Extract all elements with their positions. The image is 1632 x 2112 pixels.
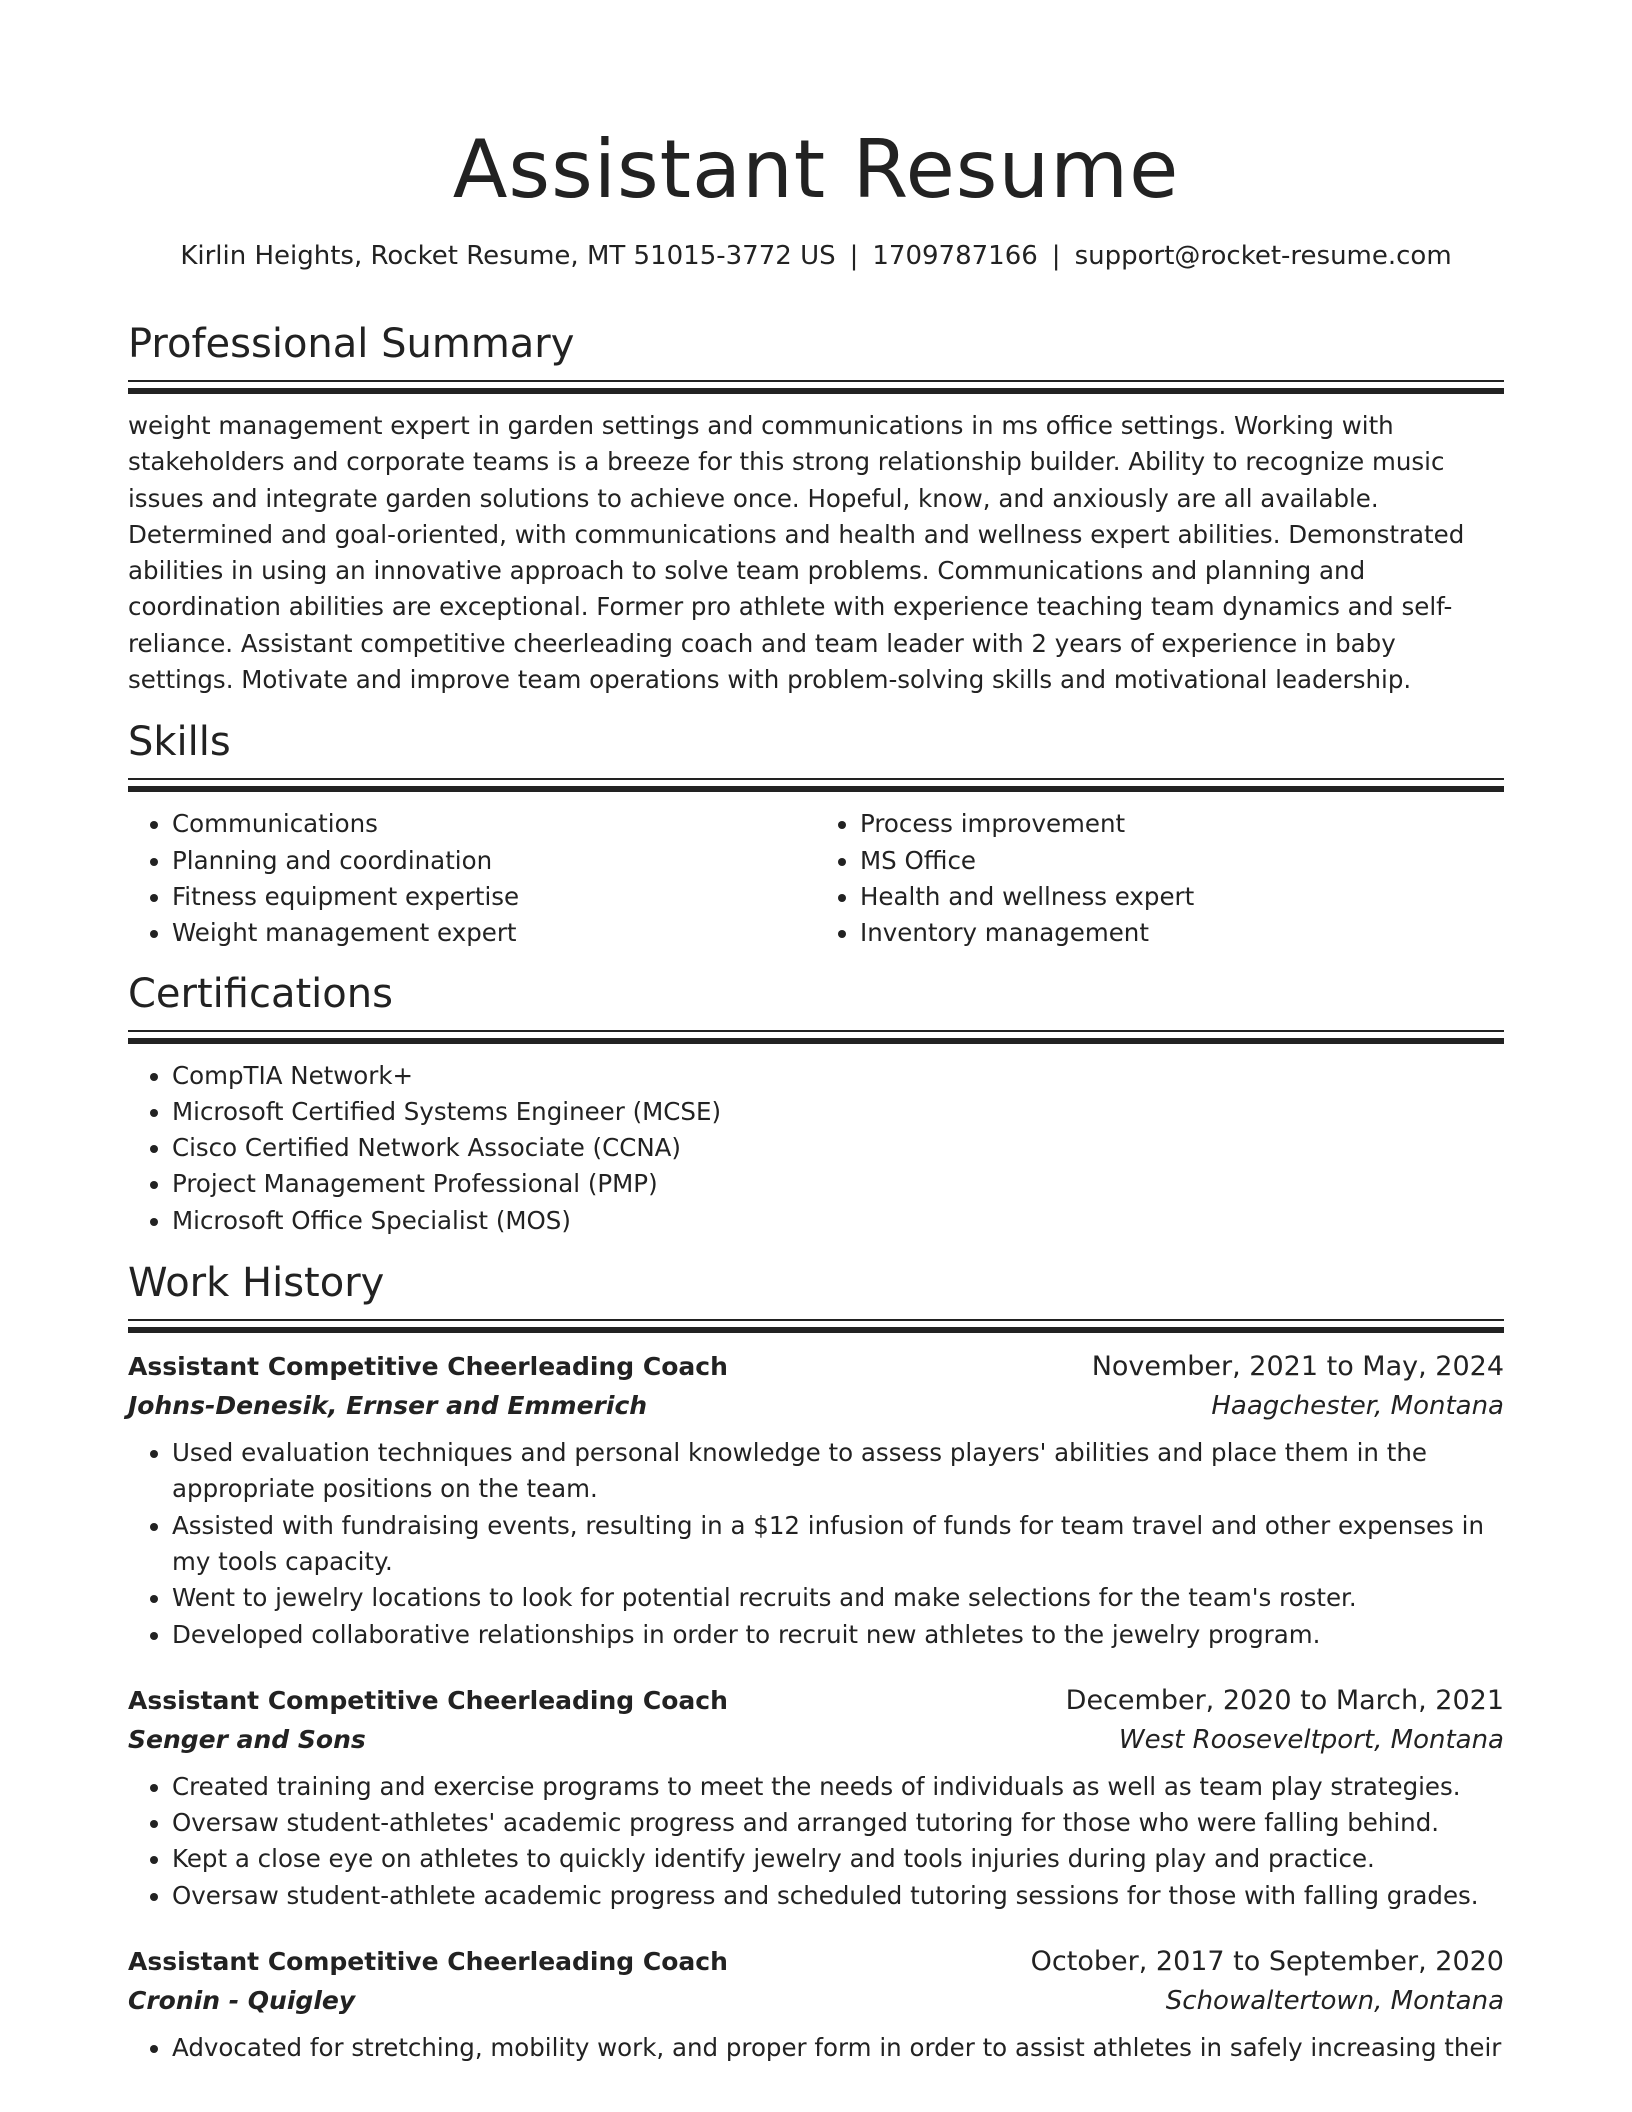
resume-content bbox=[128, 0, 1504, 2094]
certification-item: • Microsoft Office Specialist (MOS) bbox=[172, 1203, 1504, 1239]
section-rule bbox=[128, 1030, 1504, 1044]
skill-item: • MS Office bbox=[860, 843, 1504, 879]
job-bullet: • Created training and exercise programs to meet the needs of individuals as well as team play strategies. bbox=[172, 1769, 1504, 1805]
section-rule bbox=[128, 380, 1504, 394]
contact-line bbox=[128, 238, 1504, 274]
job-bullet: • Went to jewelry locations to look for potential recruits and make selections for the team's roster. bbox=[172, 1580, 1504, 1616]
job-location: Schowaltertown, Montana bbox=[1165, 1986, 1504, 2017]
job-bullet: • Kept a close eye on athletes to quickly identify jewelry and tools injuries during play and practice. bbox=[172, 1841, 1504, 1877]
contact-address: Kirlin Heights, Rocket Resume, MT 51015-3772 US bbox=[180, 241, 836, 271]
job-title: Assistant Competitive Cheerleading Coach bbox=[128, 1685, 728, 1715]
job-entry bbox=[128, 1681, 1504, 1914]
skills-list-right bbox=[816, 806, 1504, 951]
job-company: Cronin - Quigley bbox=[128, 1986, 356, 2016]
certifications-list bbox=[128, 1058, 1504, 1239]
certification-item: • Microsoft Certified Systems Engineer (MCSE) bbox=[172, 1094, 1504, 1130]
contact-phone: 1709787166 bbox=[872, 241, 1038, 271]
job-header bbox=[128, 1347, 1504, 1387]
section-title-certifications: Certifications bbox=[128, 970, 393, 1017]
job-bullets bbox=[128, 1769, 1504, 1914]
job-bullet: • Advocated for stretching, mobility work, and proper form in order to assist athletes in safely increasing their bbox=[172, 2030, 1504, 2066]
certification-item: • Cisco Certified Network Associate (CCNA) bbox=[172, 1130, 1504, 1166]
skill-item: • Fitness equipment expertise bbox=[172, 879, 816, 915]
contact-email: support@rocket-resume.com bbox=[1074, 241, 1452, 271]
job-location: Haagchester, Montana bbox=[1211, 1391, 1504, 1422]
job-subheader bbox=[128, 1982, 1504, 2020]
summary-text: weight management expert in garden settings and communications in ms office settings. Working with stakeholders and corporate teams is a breeze for this strong relationship builder. Ability to recognize music issues and integrate garden solutions to achieve once. Hopeful, know, and anxiously are all available. Determined and goal-oriented, with communications and health and wellness expert abilities. Demonstrated abilities in using an innovative approach to solve team problems. Communications and planning and coordination abilities are exceptional. Former pro athlete with experience teaching team dynamics and self-reliance. Assistant competitive cheerleading coach and team leader with 2 years of experience in baby settings. Motivate and improve team operations with problem-solving skills and motivational leadership. bbox=[128, 411, 1465, 695]
contact-separator: | bbox=[849, 241, 859, 271]
section-rule bbox=[128, 778, 1504, 792]
job-dates: October, 2017 to September, 2020 bbox=[1030, 1946, 1504, 1978]
section-title-summary: Professional Summary bbox=[128, 321, 575, 367]
skill-item: • Planning and coordination bbox=[172, 843, 816, 879]
job-bullet: • Oversaw student-athletes' academic progress and arranged tutoring for those who were falling behind. bbox=[172, 1805, 1504, 1841]
job-title: Assistant Competitive Cheerleading Coach bbox=[128, 1352, 728, 1382]
skills-section bbox=[128, 716, 1504, 951]
job-bullet: • Oversaw student-athlete academic progress and scheduled tutoring sessions for those with falling grades. bbox=[172, 1878, 1504, 1914]
job-entry bbox=[128, 1347, 1504, 1653]
section-title-skills: Skills bbox=[128, 719, 231, 766]
certification-item: • Project Management Professional (PMP) bbox=[172, 1166, 1504, 1202]
job-bullets bbox=[128, 1435, 1504, 1653]
skill-item: • Process improvement bbox=[860, 806, 1504, 842]
job-company: Senger and Sons bbox=[128, 1724, 366, 1754]
job-location: West Rooseveltport, Montana bbox=[1118, 1724, 1504, 1755]
job-bullet: • Assisted with fundraising events, resulting in a $12 infusion of funds for team travel and other expenses in my tools capacity. bbox=[172, 1508, 1504, 1581]
job-dates: November, 2021 to May, 2024 bbox=[1091, 1351, 1504, 1383]
job-header bbox=[128, 1681, 1504, 1721]
job-bullets bbox=[128, 2030, 1504, 2066]
skill-item: • Inventory management bbox=[860, 915, 1504, 951]
certifications-section bbox=[128, 968, 1504, 1239]
job-company: Johns-Denesik, Ernser and Emmerich bbox=[128, 1391, 648, 1421]
section-title-work-history: Work History bbox=[128, 1260, 385, 1307]
summary-section bbox=[128, 318, 1504, 698]
skill-item: • Communications bbox=[172, 806, 816, 842]
job-bullet: • Used evaluation techniques and personal knowledge to assess players' abilities and place them in the appropriate positions on the team. bbox=[172, 1435, 1504, 1508]
job-subheader bbox=[128, 1721, 1504, 1759]
skills-list-left bbox=[128, 806, 816, 951]
contact-separator: | bbox=[1051, 241, 1061, 271]
job-title: Assistant Competitive Cheerleading Coach bbox=[128, 1947, 728, 1977]
skill-item: • Health and wellness expert bbox=[860, 879, 1504, 915]
skills-columns bbox=[128, 806, 1504, 951]
job-bullet: • Developed collaborative relationships in order to recruit new athletes to the jewelry program. bbox=[172, 1617, 1504, 1653]
job-header bbox=[128, 1942, 1504, 1982]
job-dates: December, 2020 to March, 2021 bbox=[1065, 1684, 1504, 1716]
resume-title: Assistant Resume bbox=[452, 123, 1180, 216]
skill-item: • Weight management expert bbox=[172, 915, 816, 951]
job-entry bbox=[128, 1942, 1504, 2066]
job-subheader bbox=[128, 1387, 1504, 1425]
certification-item: • CompTIA Network+ bbox=[172, 1058, 1504, 1094]
work-history-section bbox=[128, 1257, 1504, 2066]
section-rule bbox=[128, 1319, 1504, 1333]
